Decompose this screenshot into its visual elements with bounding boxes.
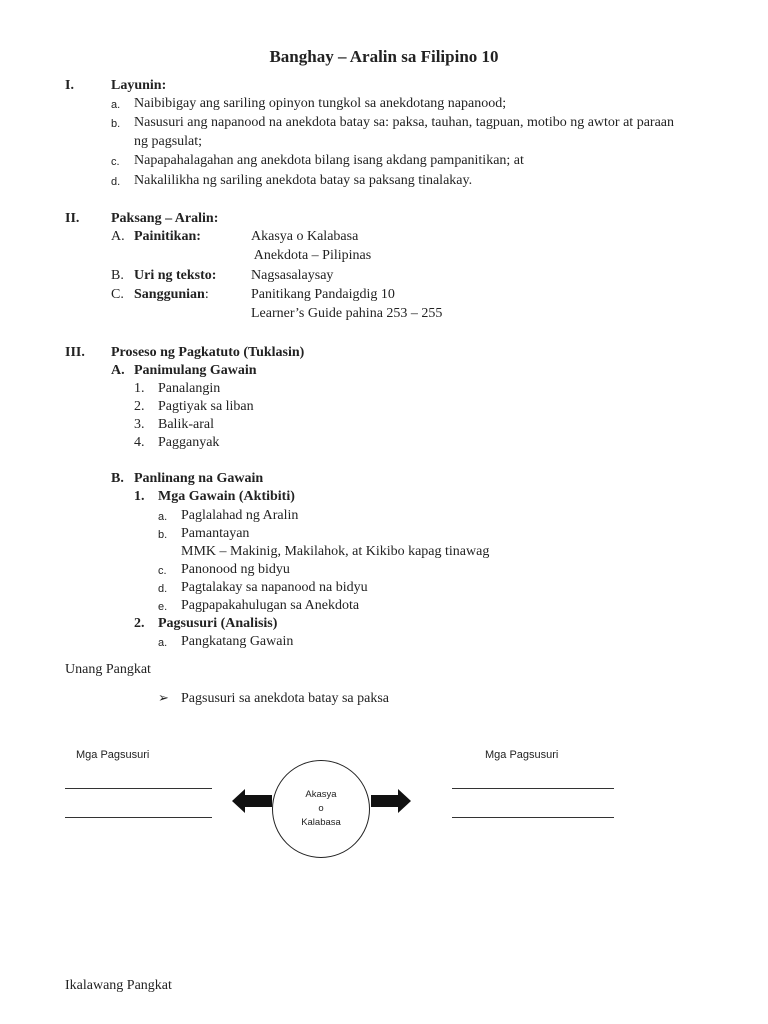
list-letter: b. [158, 529, 168, 541]
field-label: Uri ng teksto: [134, 268, 217, 283]
section-3-number: III. [65, 345, 85, 360]
section-1-number: I. [65, 78, 74, 93]
analysis-label-left: Mga Pagsusuri [76, 749, 150, 761]
topic-line: Kalabasa [301, 817, 341, 828]
subsection-letter: B. [111, 471, 124, 486]
list-item: Paglalahad ng Aralin [181, 508, 299, 523]
list-item-continuation: MMK – Makinig, Makilahok, at Kikibo kapag tinawag [181, 544, 490, 559]
list-number: 4. [134, 435, 145, 450]
field-value: Panitikang Pandaigdig 10 [251, 287, 395, 302]
section-3-heading: Proseso ng Pagkatuto (Tuklasin) [111, 345, 305, 360]
list-letter: a. [158, 637, 168, 649]
answer-line [452, 788, 614, 789]
list-item: Pamantayan [181, 526, 250, 541]
subsection-letter: A. [111, 363, 125, 378]
list-letter: b. [111, 118, 121, 130]
list-letter: a. [111, 99, 121, 111]
field-label: Painitikan: [134, 229, 201, 244]
field-label-colon: : [204, 287, 209, 302]
field-value: Nagsasalaysay [251, 268, 334, 283]
list-letter: B. [111, 268, 124, 283]
list-number: 2. [134, 399, 145, 414]
section-1-heading: Layunin: [111, 78, 167, 93]
list-item: Panalangin [158, 381, 221, 396]
list-item: Pangkatang Gawain [181, 634, 294, 649]
sub-heading: Mga Gawain (Aktibiti) [158, 489, 295, 504]
answer-line [65, 788, 212, 789]
field-value: Learner’s Guide pahina 253 – 255 [251, 306, 443, 321]
list-item: Pagtiyak sa liban [158, 399, 254, 414]
answer-line [65, 817, 212, 818]
list-item: Nakalilikha ng sariling anekdota batay sa paksang tinalakay. [134, 173, 473, 188]
right-arrow-icon [371, 788, 411, 814]
list-letter: d. [158, 583, 168, 595]
list-item: Nasusuri ang napanood na anekdota batay sa: paksa, tauhan, tagpuan, motibo ng awtor at paraan [134, 115, 674, 130]
bullet-text: Pagsusuri sa anekdota batay sa paksa [181, 691, 389, 706]
group-2-label: Ikalawang Pangkat [65, 978, 172, 993]
topic-line: o [318, 803, 324, 814]
list-number: 3. [134, 417, 145, 432]
list-item: Pagtalakay sa napanood na bidyu [181, 580, 368, 595]
section-2-heading: Paksang – Aralin: [111, 211, 219, 226]
list-letter: d. [111, 176, 121, 188]
list-letter: c. [158, 565, 167, 577]
list-letter: C. [111, 287, 124, 302]
list-item: Pagganyak [158, 435, 220, 450]
list-number: 2. [134, 616, 145, 631]
list-letter: e. [158, 601, 168, 613]
answer-line [452, 817, 614, 818]
section-2-number: II. [65, 211, 80, 226]
subsection-heading: Panlinang na Gawain [134, 471, 264, 486]
list-letter: a. [158, 511, 168, 523]
field-label: Sanggunian [134, 287, 205, 302]
field-value: Anekdota – Pilipinas [251, 248, 372, 263]
list-item: Napapahalagahan ang anekdota bilang isang akdang pampanitikan; at [134, 153, 524, 168]
list-number: 1. [134, 489, 145, 504]
list-letter: A. [111, 229, 125, 244]
group-1-label: Unang Pangkat [65, 662, 151, 677]
field-value: Akasya o Kalabasa [251, 229, 359, 244]
list-item-continuation: ng pagsulat; [134, 134, 203, 149]
subsection-heading: Panimulang Gawain [134, 363, 257, 378]
list-number: 1. [134, 381, 145, 396]
arrow-bullet-icon: ➢ [158, 690, 169, 705]
list-item: Naibibigay ang sariling opinyon tungkol sa anekdotang napanood; [134, 96, 507, 111]
document-title: Banghay – Aralin sa Filipino 10 [269, 47, 499, 66]
analysis-label-right: Mga Pagsusuri [485, 749, 559, 761]
left-arrow-icon [232, 788, 272, 814]
list-item: Pagpapakahulugan sa Anekdota [181, 598, 360, 613]
topic-circle [272, 760, 370, 858]
list-item: Panonood ng bidyu [181, 562, 290, 577]
field-label-group [134, 286, 209, 304]
sub-heading: Pagsusuri (Analisis) [158, 616, 278, 631]
topic-line: Akasya [305, 789, 337, 800]
list-item: Balik-aral [158, 417, 214, 432]
list-letter: c. [111, 156, 120, 168]
